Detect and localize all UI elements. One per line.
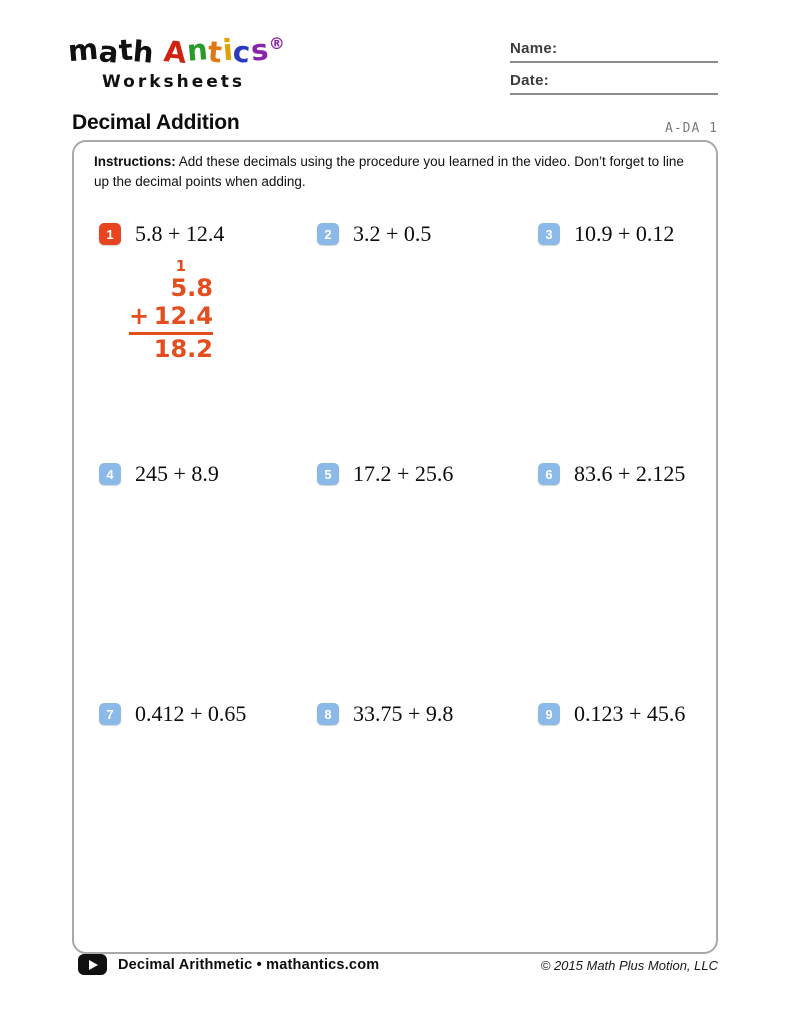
problem-number-badge: 3 <box>538 223 560 245</box>
problem-7 <box>99 702 246 725</box>
problem-expression: 33.75 + 9.8 <box>353 701 454 726</box>
logo-wordmark <box>66 31 286 70</box>
date-label: Date: <box>510 72 550 89</box>
date-field[interactable] <box>510 72 718 95</box>
example-addend-2: 12.4 <box>153 301 213 330</box>
example-result: 18.2 <box>129 332 213 364</box>
logo-letter: i <box>221 32 235 68</box>
logo-subtitle: Worksheets <box>102 72 246 92</box>
footer-video-reference <box>78 954 379 975</box>
problem-number-badge: 9 <box>538 703 560 725</box>
logo-letter: t <box>206 34 225 70</box>
problem-expression: 5.8 + 12.4 <box>135 221 225 246</box>
problem-number-badge: 8 <box>317 703 339 725</box>
problem-expression: 245 + 8.9 <box>135 461 219 486</box>
problem-number-badge: 6 <box>538 463 560 485</box>
instructions-label: Instructions: <box>94 154 176 169</box>
instructions-text: Add these decimals using the procedure you learned in the video. Don’t forget to line up the decimal points when adding. <box>94 154 684 189</box>
worksheet-code: A-DA 1 <box>665 121 718 136</box>
logo-letter: s <box>249 32 271 68</box>
logo-letter: A <box>162 34 189 70</box>
problem-expression: 0.123 + 45.6 <box>574 701 686 726</box>
problem-expression: 3.2 + 0.5 <box>353 221 432 246</box>
logo-letter: m <box>66 31 101 69</box>
carry-digit: 1 <box>175 257 186 275</box>
math-antics-logo <box>66 31 286 92</box>
example-addend-1: 5.8 <box>170 274 213 303</box>
logo-letter: n <box>185 32 210 68</box>
problem-1 <box>99 222 224 245</box>
example-addend-2-row <box>129 303 213 331</box>
instructions <box>94 152 686 191</box>
name-field[interactable] <box>510 40 718 63</box>
copyright-notice: © 2015 Math Plus Motion, LLC <box>540 958 718 973</box>
problem-expression: 83.6 + 2.125 <box>574 461 686 486</box>
logo-letter: h <box>131 34 156 70</box>
problem-2 <box>317 222 431 245</box>
problem-8 <box>317 702 453 725</box>
problem-expression: 17.2 + 25.6 <box>353 461 454 486</box>
registered-mark-icon: ® <box>268 34 286 53</box>
problem-4 <box>99 462 219 485</box>
problem-number-badge: 2 <box>317 223 339 245</box>
play-triangle-icon <box>89 960 98 970</box>
problem-number-badge: 7 <box>99 703 121 725</box>
name-label: Name: <box>510 40 558 57</box>
problem-expression: 10.9 + 0.12 <box>574 221 675 246</box>
problem-5 <box>317 462 453 485</box>
problem-expression: 0.412 + 0.65 <box>135 701 247 726</box>
page-title: Decimal Addition <box>72 111 240 134</box>
problem-9 <box>538 702 685 725</box>
logo-letter: a <box>97 34 121 70</box>
problem-6 <box>538 462 685 485</box>
problem-3 <box>538 222 674 245</box>
plus-sign: + <box>129 301 150 330</box>
play-video-icon[interactable] <box>78 954 107 975</box>
worked-example <box>129 258 213 364</box>
logo-letter: c <box>231 34 253 70</box>
problem-number-badge: 1 <box>99 223 121 245</box>
problem-number-badge: 4 <box>99 463 121 485</box>
problem-number-badge: 5 <box>317 463 339 485</box>
logo-letter: t <box>117 32 135 68</box>
worksheet-body <box>72 140 718 954</box>
footer-video-label: Decimal Arithmetic • mathantics.com <box>118 956 380 973</box>
